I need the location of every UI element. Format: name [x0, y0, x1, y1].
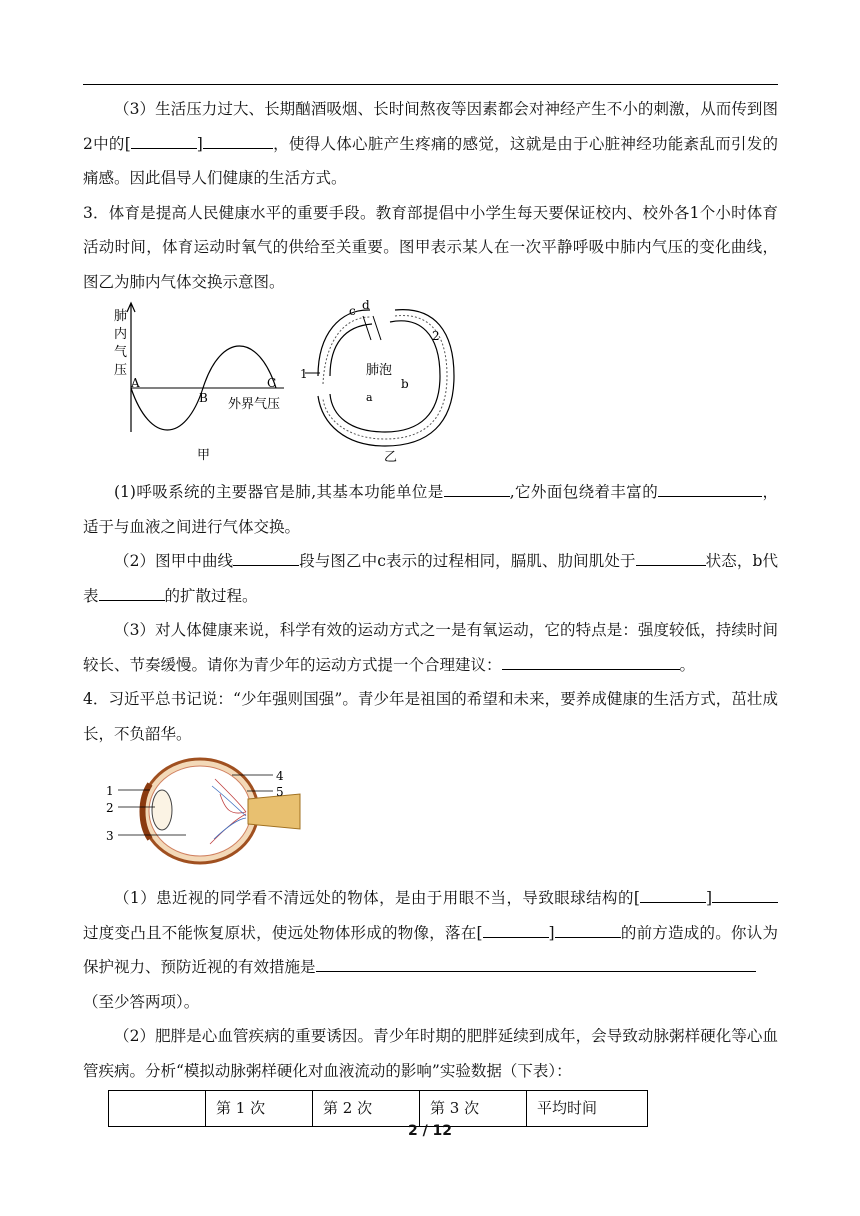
q3-part1-text-a: (1)呼吸系统的主要器官是肺,其基本功能单位是: [114, 483, 444, 501]
answer-blank[interactable]: [131, 130, 197, 149]
answer-blank[interactable]: [658, 478, 762, 497]
answer-blank[interactable]: [640, 884, 706, 903]
table-header-cell: 第 3 次: [420, 1091, 527, 1127]
ylabel-char: 内: [114, 327, 128, 342]
q3-part2-text-d: 的扩散过程。: [164, 586, 258, 605]
caption-jia: 甲: [197, 448, 211, 463]
figure-jia: [114, 303, 284, 463]
label-b: b: [401, 377, 409, 391]
q4-part1-text-c: 过度变凸且不能恢复原状，使远处物体形成的物像，落在[: [83, 923, 483, 942]
xlabel: 外界气压: [228, 397, 281, 412]
q3-figures: [83, 299, 778, 475]
q4-part1-paragraph: [83, 881, 778, 985]
answer-blank[interactable]: [502, 651, 680, 670]
label-d: d: [362, 299, 370, 312]
ylabel-char: 压: [114, 363, 128, 378]
q4-part1-text-d: ]: [548, 923, 555, 942]
lung-pressure-and-alveolus-diagram: [83, 299, 778, 475]
document-page: [83, 92, 778, 1127]
caption-yi: 乙: [384, 450, 398, 465]
q4-part1-text-e: 的前方造成的。你认为保护视力、预防近视的有效措施是: [83, 923, 778, 976]
q3-part1-text-b: ,它外面包绕着丰富的: [509, 483, 659, 501]
ylabel-char: 肺: [114, 309, 128, 324]
q3-part2-text-c: 状态，b代表: [83, 552, 778, 605]
point-b-label: B: [199, 391, 208, 405]
q3-part1-text-c: ，适于与血液之间进行气体交换。: [83, 483, 778, 536]
figure-yi: [300, 299, 454, 465]
point-c-label: C: [267, 376, 277, 390]
answer-blank[interactable]: [233, 547, 299, 566]
header-rule: [83, 84, 778, 85]
point-a-label: A: [131, 376, 140, 390]
eye-figure: [83, 751, 778, 881]
answer-blank[interactable]: [99, 582, 165, 601]
eye-label-2: 2: [106, 801, 114, 815]
q2-part3-text-c: ，使得人体心脏产生疼痛的感觉，这就是由于心脏神经功能紊乱而引发的痛感。因此倡导人们健康的生活方式。: [83, 134, 778, 187]
answer-blank[interactable]: [203, 130, 273, 149]
q3-part2-text-a: （2）图甲中曲线: [114, 552, 234, 570]
q3-part1-paragraph: [83, 475, 778, 544]
answer-blank[interactable]: [316, 953, 756, 972]
q4-stem: 4．习近平总书记说：“少年强则国强”。青少年是祖国的希望和未来，要养成健康的生活方式，茁壮成长，不负韶华。: [83, 690, 778, 743]
alveolus-label: 肺泡: [366, 363, 393, 378]
eye-label-4: 4: [276, 769, 284, 783]
q3-stem: 3．体育是提高人民健康水平的重要手段。教育部提倡中小学生每天要保证校内、校外各1个小时体育活动时间，体育运动时氧气的供给至关重要。图甲表示某人在一次平静呼吸中肺内气压的变化曲线，图乙为肺内气体交换示意图。: [83, 203, 778, 291]
q3-part3-paragraph: [83, 613, 778, 682]
q3-part3-text-b: 。: [679, 655, 696, 674]
answer-blank[interactable]: [444, 478, 510, 497]
label-2: 2: [432, 329, 440, 343]
table-header-cell: [109, 1091, 206, 1127]
answer-blank[interactable]: [636, 547, 706, 566]
experiment-table: [108, 1090, 648, 1127]
ylabel-char: 气: [114, 345, 128, 360]
label-a: a: [366, 391, 373, 404]
q2-part3-text-a: （3）生活压力过大、长期酗酒吸烟、长时间熬夜等因素都会对神经产生不小的刺激，从而传到图2中的[: [83, 100, 778, 153]
q4-part1-tail: （至少答两项）。: [83, 992, 200, 1011]
table-header-cell: 第 1 次: [206, 1091, 313, 1127]
table-header-cell: 第 2 次: [313, 1091, 420, 1127]
answer-blank[interactable]: [483, 919, 549, 938]
eye-label-1: 1: [106, 784, 114, 798]
q3-part3-text-a: （3）对人体健康来说，科学有效的运动方式之一是有氧运动，它的特点是：强度较低，持续时间较长、节奏缓慢。请你为青少年的运动方式提一个合理建议：: [83, 621, 778, 674]
eyeball-diagram: [83, 751, 778, 881]
q3-part2-text-b: 段与图乙中c表示的过程相同，膈肌、肋间肌处于: [299, 552, 636, 570]
q4-part1-text-b: ]: [705, 889, 712, 907]
q2-part3-paragraph: [83, 92, 778, 196]
page-number: 2 / 12: [407, 1123, 453, 1139]
table-header-row: [109, 1091, 648, 1127]
q4-part1-text-a: （1）患近视的同学看不清远处的物体，是由于用眼不当，导致眼球结构的[: [114, 889, 640, 907]
table-header-cell: 平均时间: [527, 1091, 648, 1127]
eye-label-3: 3: [106, 829, 114, 843]
answer-blank[interactable]: [712, 884, 778, 903]
answer-blank[interactable]: [555, 919, 621, 938]
eye-label-5: 5: [276, 785, 284, 799]
q3-part2-paragraph: [83, 544, 778, 613]
q2-part3-text-b: ]: [196, 134, 203, 153]
label-c: c: [349, 304, 356, 318]
label-1: 1: [300, 367, 308, 381]
q4-part2-paragraph: （2）肥胖是心血管疾病的重要诱因。青少年时期的肥胖延续到成年，会导致动脉粥样硬化等心血管疾病。分析“模拟动脉粥样硬化对血液流动的影响”实验数据（下表）：: [83, 1027, 778, 1080]
